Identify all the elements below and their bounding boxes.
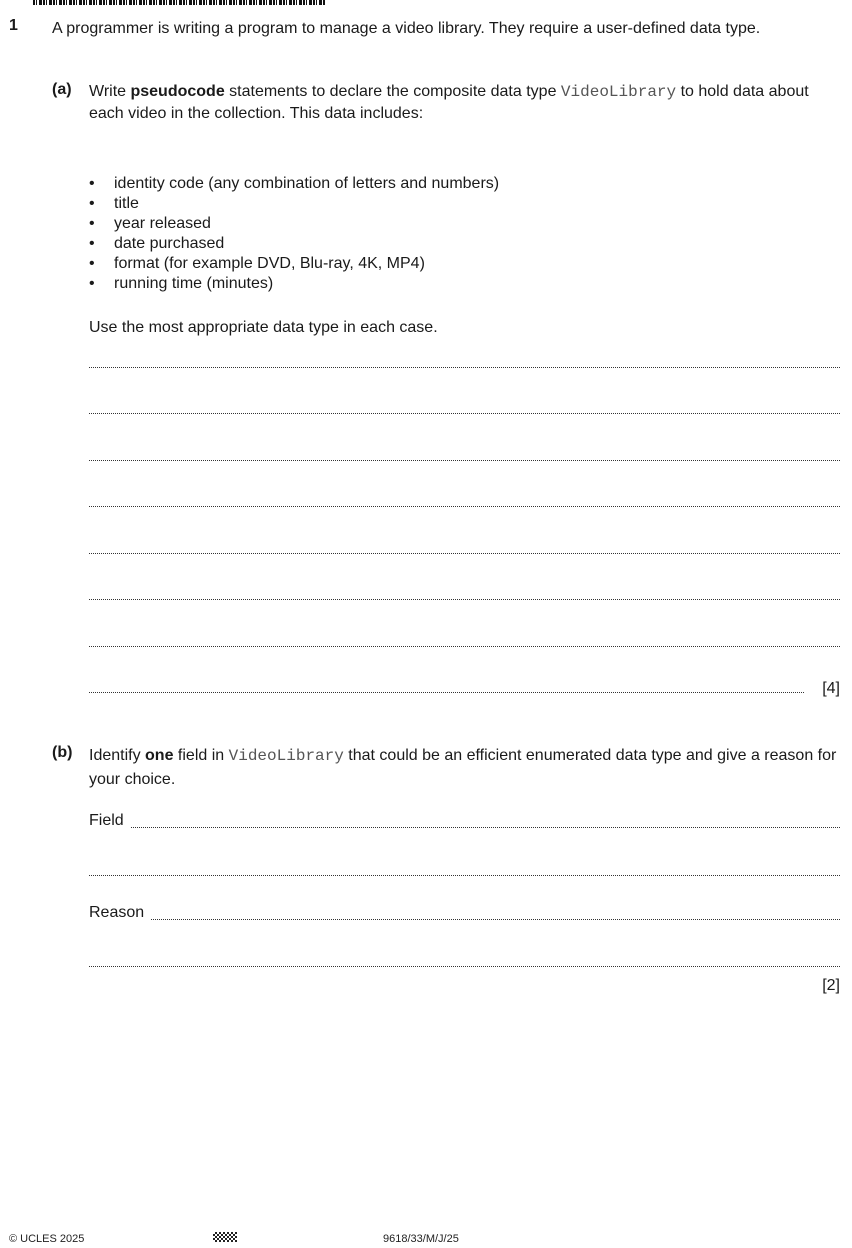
list-item: • title [89,194,499,214]
copyright: © UCLES 2025 [9,1233,85,1245]
question-stem: A programmer is writing a program to manage a video library. They require a user-defined data type. [52,20,761,37]
part-b-text-2: field in [173,747,229,764]
part-a-marks: [4] [822,680,840,697]
part-a-text [89,81,841,125]
answer-line[interactable] [89,460,840,461]
barcode [33,0,325,5]
list-item: • running time (minutes) [89,274,499,294]
part-b-text-3: that could be an efficient enumerated data type and give a reason for your choice. [89,747,837,788]
part-b-code: VideoLibrary [228,747,344,765]
part-b-text [89,744,841,791]
part-b-marks: [2] [822,977,840,994]
part-a-text-1: Write [89,83,131,100]
part-a-code: VideoLibrary [560,83,677,101]
answer-line[interactable] [89,966,840,967]
answer-line[interactable] [89,413,840,414]
qr-code [213,1232,237,1242]
list-item: • format (for example DVD, Blu-ray, 4K, MP4) [89,254,499,274]
field-label: Field [89,812,130,830]
part-a-instruction: Use the most appropriate data type in each case. [89,319,438,336]
reason-label: Reason [89,904,150,922]
field-answer-line[interactable] [89,827,840,828]
part-b-text-1: Identify [89,747,146,764]
part-a-text-3: to hold data about each video in the collection. This data includes: [89,83,809,122]
answer-line[interactable] [89,506,840,507]
list-item: • identity code (any combination of letters and numbers) [89,174,499,194]
answer-line[interactable] [89,875,840,876]
answer-line[interactable] [89,599,840,600]
part-a-label: (a) [52,81,72,98]
part-a-text-2: statements to declare the composite data type [224,83,561,100]
part-b-bold: one [145,747,174,764]
question-number: 1 [9,17,18,34]
answer-line[interactable] [89,692,804,693]
reason-answer-line[interactable] [89,919,840,920]
answer-line[interactable] [89,646,840,647]
data-items-list [89,174,499,294]
part-a-bold: pseudocode [130,83,225,100]
part-b-label: (b) [52,744,73,761]
list-item: • date purchased [89,234,499,254]
answer-line[interactable] [89,553,840,554]
list-item: • year released [89,214,499,234]
answer-line[interactable] [89,367,840,368]
paper-code: 9618/33/M/J/25 [383,1233,459,1245]
